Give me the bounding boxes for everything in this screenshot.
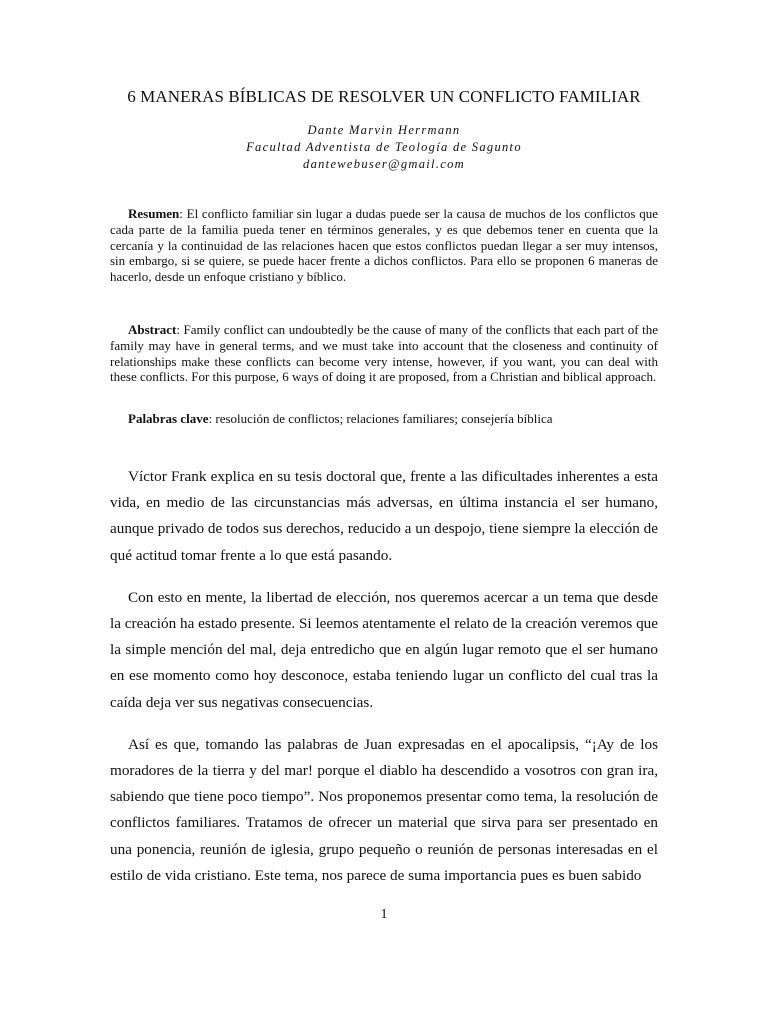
- author-name: Dante Marvin Herrmann: [307, 123, 461, 137]
- body-text: [110, 464, 658, 905]
- abstract-section: [110, 322, 658, 385]
- body-paragraph: Así es que, tomando las palabras de Juan expresadas en el apocalipsis, “¡Ay de los moradores de la tierra y del mar! porque el diablo ha descendido a vosotros con gran ira, sabiendo que tiene poco tiempo”. Nos proponemos presentar como tema, la resolución de conflictos familiares. Tratamos de ofrecer un material que sirva para ser presentado en una ponencia, reunión de iglesia, grupo pequeño o reunión de personas interesadas en el estilo de vida cristiano. Este tema, nos parece de suma importancia pues es buen sabido: [110, 735, 658, 884]
- author-affiliation: Facultad Adventista de Teología de Sagunto: [246, 140, 522, 154]
- keywords-label: Palabras clave: [128, 411, 209, 426]
- abstract-text: : Family conflict can undoubtedly be the cause of many of the conflicts that each part of the family may have in general terms, and we must take into account that the closeness and continuity of relationships make these conflicts can become very intense, however, if you want, you can deal with these conflicts. For this purpose, 6 ways of doing it are proposed, from a Christian and biblical approach.: [110, 322, 658, 385]
- body-paragraph: Víctor Frank explica en su tesis doctoral que, frente a las dificultades inherentes a esta vida, en medio de las circunstancias más adversas, en última instancia el ser humano, aunque privado de todos sus derechos, reducido a un despojo, tiene siempre la elección de qué actitud tomar frente a lo que está pasando.: [110, 468, 658, 564]
- abstract-label: Abstract: [128, 322, 177, 337]
- paper-title: 6 MANERAS BÍBLICAS DE RESOLVER UN CONFLICTO FAMILIAR: [127, 87, 641, 106]
- author-email: dantewebuser@gmail.com: [303, 157, 465, 171]
- resumen-section: [110, 206, 658, 285]
- body-paragraph: Con esto en mente, la libertad de elección, nos queremos acercar a un tema que desde la creación ha estado presente. Si leemos atentamente el relato de la creación veremos que la simple mención del mal, deja entredicho que en algún lugar remoto que el ser humano en ese momento como hoy desconoce, estaba teniendo lugar un conflicto del cual tras la caída deja ver sus negativas consecuencias.: [110, 588, 658, 711]
- keywords-text: : resolución de conflictos; relaciones familiares; consejería bíblica: [208, 411, 553, 426]
- resumen-label: Resumen: [128, 206, 180, 221]
- keywords-section: [110, 411, 658, 427]
- page-number: 1: [380, 907, 388, 922]
- resumen-text: : El conflicto familiar sin lugar a dudas puede ser la causa de muchos de los conflictos que cada parte de la familia pueda tener en términos generales, y es que debemos tener en cuenta que la cercanía y la continuidad de las relaciones hacen que estos conflictos puedan llegar a ser muy intensos, sin embargo, si se quiere, se puede hacer frente a dichos conflictos. Para ello se proponen 6 maneras de hacerlo, desde un enfoque cristiano y bíblico.: [110, 206, 658, 285]
- author-block: [110, 122, 658, 173]
